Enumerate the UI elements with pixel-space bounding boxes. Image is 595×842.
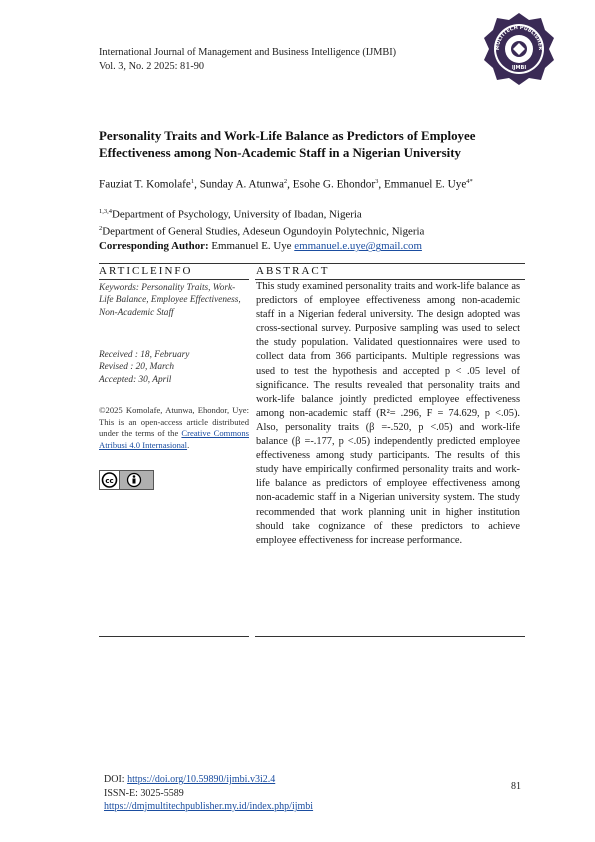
keywords: Keywords: Personality Traits, Work-Life Balance, Employee Effectiveness, Non-Academic Staff (99, 283, 241, 318)
doi-line (104, 773, 313, 787)
affiliation-row (99, 205, 529, 222)
corresponding-email-link[interactable]: emmanuel.e.uye@gmail.com (294, 240, 422, 253)
divider (255, 636, 525, 637)
license-notice (99, 405, 249, 451)
svg-text:cc: cc (105, 477, 114, 485)
corresponding-name: Emmanuel E. Uye (211, 240, 292, 253)
affiliation-mark: 2 (99, 225, 103, 233)
author-mark: 1 (190, 178, 195, 185)
author-name: Sunday A. Atunwa (199, 178, 284, 191)
license-link[interactable]: Creative Commons Atribusi 4.0 Internasional (99, 428, 249, 450)
revised-date: Revised : 20, March (99, 362, 175, 373)
journal-volume: Vol. 3, No. 2 2025: 81-90 (99, 60, 205, 72)
affiliation-text: Department of Psychology, University of Ibadan, Nigeria (112, 208, 362, 221)
affiliation-text: Department of General Studies, Adeseun Ogundoyin Polytechnic, Nigeria (102, 225, 425, 238)
affiliations (99, 205, 529, 254)
corresponding-author (99, 239, 529, 254)
logo-text-bottom: IJMBI (511, 65, 527, 71)
abstract-text: This study examined personality traits and work-life balance as predictors of employee effectiveness among non-academic staff in a Nigerian federal university. The design adopted was cross-sectional survey. Purposive sampling was used to select the study population. Validated questionnaires were used to collect data from 366 participants. Multiple regressions was used to test the hypothesis and accepted p < .05 level of significance. The results revealed that personality traits and work-life balance jointly predicted employee effectiveness among non-academic staff (R²= .296, F = 74.629, p <.05). Also, personality traits (β =-.520, p <.05) and work-life balance (β =-.177, p <.05) independently predicted employee effectiveness among study participants. The results of this study have empirically confirmed personality traits and work-life balance as predictors of employee effectiveness among non-academic staff in a Nigerian university system. The study recommended that work planning unit in higher institution should take cognizance of these predictors to achieve employee effectiveness for increase performance. (256, 281, 520, 546)
article-dates (99, 349, 249, 386)
affiliation-row (99, 222, 529, 239)
divider (99, 279, 249, 280)
journal-name: International Journal of Management and Business Intelligence (IJMBI) (99, 47, 397, 58)
article-info-heading: ARTICLEINFO (99, 265, 193, 277)
page-number: 81 (511, 781, 521, 792)
logo-text-top: MULTITECH PUBLISHER (494, 24, 544, 51)
author-name: Fauziat T. Komolafe (99, 178, 191, 191)
doi-label: DOI: (104, 774, 125, 785)
author-name: Esohe G. Ehondor (292, 178, 376, 191)
received-date: Received : 18, February (99, 350, 190, 360)
license-end: . (187, 439, 190, 450)
author-mark: 4* (466, 178, 473, 185)
author-mark: 3 (375, 178, 379, 185)
journal-url-link[interactable]: https://dmjmultitechpublisher.my.id/index.php/ijmbi (104, 801, 314, 813)
author-mark: 2 (283, 178, 288, 185)
author-name: Emmanuel E. Uye (383, 178, 467, 191)
divider (99, 636, 249, 637)
doi-link[interactable]: https://doi.org/10.59890/ijmbi.v3i2.4 (127, 774, 276, 785)
page-footer (104, 773, 313, 814)
journal-header (99, 46, 396, 73)
divider (99, 263, 525, 264)
license-text: ©2025 Komolafe, Atunwa, Ehondor, Uye: This is an open-access article distributed under the terms of the (99, 405, 249, 439)
corresponding-label: Corresponding Author: (99, 240, 209, 253)
abstract-heading: ABSTRACT (256, 265, 330, 277)
cc-by-icon[interactable] (99, 470, 154, 490)
author-list: Fauziat T. Komolafe$^1$, Sunday A. Atunwa$^2$, Esohe G. Ehondor$^3$, Emmanuel E. Uye$^{4*}$ (99, 178, 473, 191)
accepted-date: Accepted: 30, April (99, 374, 172, 385)
paper-title: Personality Traits and Work-Life Balance as Predictors of Employee Effectiveness among Non-Academic Staff in a Nigerian University (99, 129, 476, 160)
journal-logo (482, 12, 556, 86)
affiliation-mark: 1,3,4 (99, 208, 112, 215)
issn: ISSN-E: 3025-5589 (104, 787, 184, 799)
